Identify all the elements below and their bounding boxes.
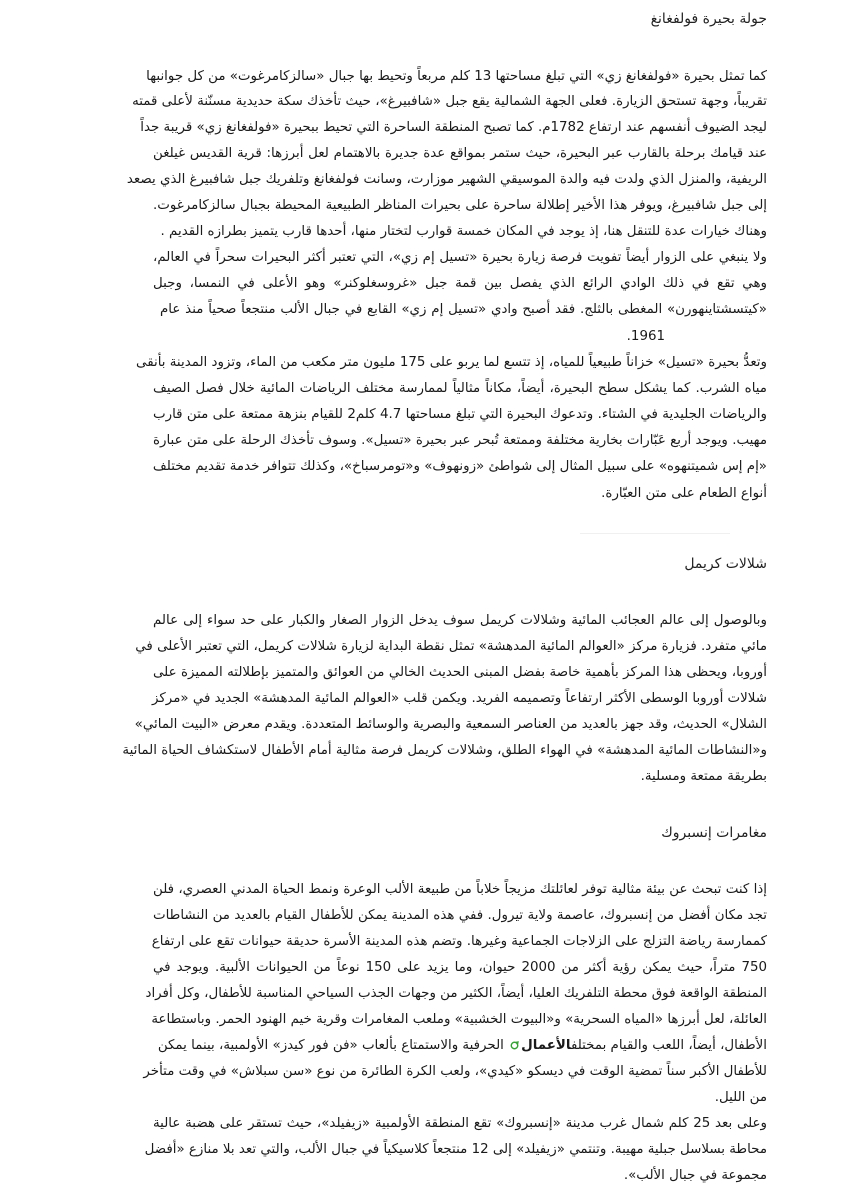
paragraph-line-with-link <box>153 1036 767 1055</box>
paragraph-line: وتعدُّ بحيرة «تسيل» خزاناً طبيعياً للمياه، إذ تتسع لما يربو على 175 مليون متر مكعب من الماء، وتزود المدينة بأنقى <box>136 355 767 370</box>
paragraph-line: العائلة، لعل أبرزها «المياه السحرية» و«البيوت الخشبية» وملعب المغامرات وقرية خيم الهنود الحمر. وباستطاعة <box>151 1012 767 1027</box>
paragraph-line: و«النشاطات المائية المدهشة» في الهواء الطلق، وشلالات كريمل فرصة مثالية أمام الأطفال لاستكشاف الحياة المائية <box>122 743 767 758</box>
paragraph-line: أوروبا، ويحظى هذا المركز بأهمية خاصة بفضل المبنى الحديث الخالي من العوائق والمتميز بإطلالته المميزة على <box>153 665 767 680</box>
section-heading-innsbruck: مغامرات إنسبروك <box>661 825 767 841</box>
paragraph-line: كما تمثل بحيرة «فولفغانغ زي» التي تبلغ مساحتها 13 كلم مربعاً وتحيط بها جبال «سالزكامرغوت» من كل جوانبها <box>146 69 767 84</box>
paragraph-line: تجد مكان أفضل من إنسبروك، عاصمة ولاية تيرول. ففي هذه المدينة يمكن للأطفال القيام بالعديد من النشاطات <box>153 908 767 923</box>
paragraph-line: إلى جبل شافبيرغ، ويوفر هذا الأخير إطلالة ساحرة على بحيرات المناظر الطبيعية المحيطة بجبال سالزكامرغوت. <box>153 198 767 213</box>
divider <box>580 533 730 534</box>
paragraph-line: مياه الشرب. كما يشكل سطح البحيرة، أيضاً، مكاناً مثالياً لممارسة مختلف الرياضات المائية خلال فصل الصيف <box>153 381 767 396</box>
paragraph-line: 1961. <box>626 329 665 344</box>
paragraph-line: تقريباً، وجهة تستحق الزيارة. فعلى الجهة الشمالية يقع جبل «شافبيرغ»، حيث تأخذك سكة حديدية مسنّنة لأعلى قمته <box>132 94 767 109</box>
paragraph-line: مهيب. ويوجد أربع عَبّارات بخارية مختلفة وممتعة تُبحر عبر بحيرة «تسيل». وسوف تأخذك الرحلة على متن عبارة <box>153 433 767 448</box>
paragraph-line: من الليل. <box>714 1090 767 1105</box>
paragraph-line: مائي متفرد. فزيارة مركز «العوالم المائية المدهشة» تمثل نقطة البداية لزيارة شلالات كريمل، التي تعتبر الأعلى في <box>135 639 767 654</box>
link-icon[interactable] <box>510 1041 519 1050</box>
paragraph-text: الحرفية والاستمتاع بألعاب «فن فور كيدز» الأولمبية، بينما يمكن <box>157 1038 504 1053</box>
paragraph-line: كممارسة رياضة التزلج على الزلاجات الجماعية وغيرها. وتضم هذه المدينة الأسرة حديقة حيوانات تقع على ارتفاع <box>151 934 767 949</box>
paragraph-line: «كيتسشتاينهورن» المغطى بالثلج. فقد أصبح وادي «تسيل إم زي» القابع في جبال الألب منتجعاً صحياً منذ عام <box>160 302 767 317</box>
paragraph-text: الأطفال، أيضاً، اللعب والقيام بمختلف <box>570 1038 767 1053</box>
paragraph-line: وهناك خيارات عدة للتنقل هنا، إذ يوجد في المكان خمسة قوارب لتختار منها، أحدها قارب يتميز بطرازه القديم . <box>160 224 767 239</box>
paragraph-line: الشلال» الحديث، وقد جهز بالعديد من العناصر السمعية والبصرية والوسائط المتعددة. ويقدم معرض «البيت المائي» <box>134 717 767 732</box>
paragraph-line: الريفية، والمنزل الذي ولدت فيه والدة الموسيقي الشهير موزارت، وسانت فولفغانغ وتلفريك جبل شافبيرغ الذي يصعد <box>126 172 767 187</box>
paragraph-line: إذا كنت تبحث عن بيئة مثالية توفر لعائلتك مزيجاً خلاباً من طبيعة الألب الوعرة ونمط الحياة المدني العصري، فلن <box>153 882 767 897</box>
paragraph-line: محاطة بسلاسل جبلية مهيبة. وتنتمي «زيفيلد» إلى 12 منتجعاً كلاسيكياً في جبال الألب، والتي تعد بلا منازع «أفضل <box>144 1142 767 1157</box>
paragraph-line: عند قيامك برحلة بالقارب عبر البحيرة، حيث ستمر بمواقع عدة جديرة بالاهتمام لعل أبرزها: قرية القديس غيلغن <box>153 146 767 161</box>
paragraph-line: المنطقة الواقعة فوق محطة التلفريك العليا، أيضاً، الكثير من وجهات الجذب السياحي المناسبة للأطفال، وكل أفراد <box>145 986 767 1001</box>
paragraph-line: «إم إس شميتنهوه» على سبيل المثال إلى شواطئ «زونهوف» و«تومرسباخ»، وكذلك تتوافر خدمة تقديم مختلف <box>152 459 767 474</box>
paragraph-line: وبالوصول إلى عالم العجائب المائية وشلالات كريمل سوف يدخل الزوار الصغار والكبار على حد سواء إلى عالم <box>153 613 767 628</box>
paragraph-line: والرياضات الجليدية في الشتاء. وتدعوك البحيرة التي تبلغ مساحتها 4.7 كلم2 للقيام بنزهة ممتعة على متن قارب <box>153 407 767 422</box>
section-heading-wolfgang: جولة بحيرة فولفغانغ <box>650 11 767 27</box>
paragraph-line: وعلى بعد 25 كلم شمال غرب مدينة «إنسبروك» تقع المنطقة الأولمبية «زيفيلد»، حيث تستقر على هضبة عالية <box>153 1116 768 1131</box>
paragraph-line: مجموعة في جبال الألب». <box>623 1168 767 1183</box>
paragraph-line: للأطفال الأكبر سناً تمضية الوقت في ديسكو «كيدي»، ولعب الكرة الطائرة من نوع «سن سبلاش» في وقت متأخر <box>143 1064 767 1079</box>
paragraph-line: شلالات أوروبا الوسطى الأكثر ارتفاعاً وتصميمه الفريد. ويكمن قلب «العوالم المائية المدهشة» الجديد في «مركز <box>152 691 767 706</box>
link-word-business[interactable]: الأعمال <box>521 1038 571 1053</box>
paragraph-line: 750 متراً، حيث يمكن رؤية أكثر من 2000 حيوان، وما يزيد على 150 نوعاً من الحيوانات الألبية. ويوجد في <box>153 960 767 975</box>
paragraph-line: أنواع الطعام على متن العبّارة. <box>601 486 767 501</box>
paragraph-line: ليجد الضيوف أنفسهم عند ارتفاع 1782م. كما تصبح المنطقة الساحرة التي تحيط ببحيرة «فولفغانغ زي» قريبة جداً <box>140 120 767 135</box>
paragraph-line: ولا ينبغي على الزوار أيضاً تفويت فرصة زيارة بحيرة «تسيل إم زي»، التي تعتبر أكثر البحيرات سحراً في العالم، <box>153 250 767 265</box>
paragraph-line: بطريقة ممتعة ومسلية. <box>640 769 767 784</box>
section-heading-krimml: شلالات كريمل <box>684 556 767 572</box>
paragraph-line: وهي تقع في ذلك الوادي الرائع الذي يفصل بين قمة جبل «غروسغلوكنر» وهو الأعلى في النمسا، وجبل <box>153 276 767 291</box>
